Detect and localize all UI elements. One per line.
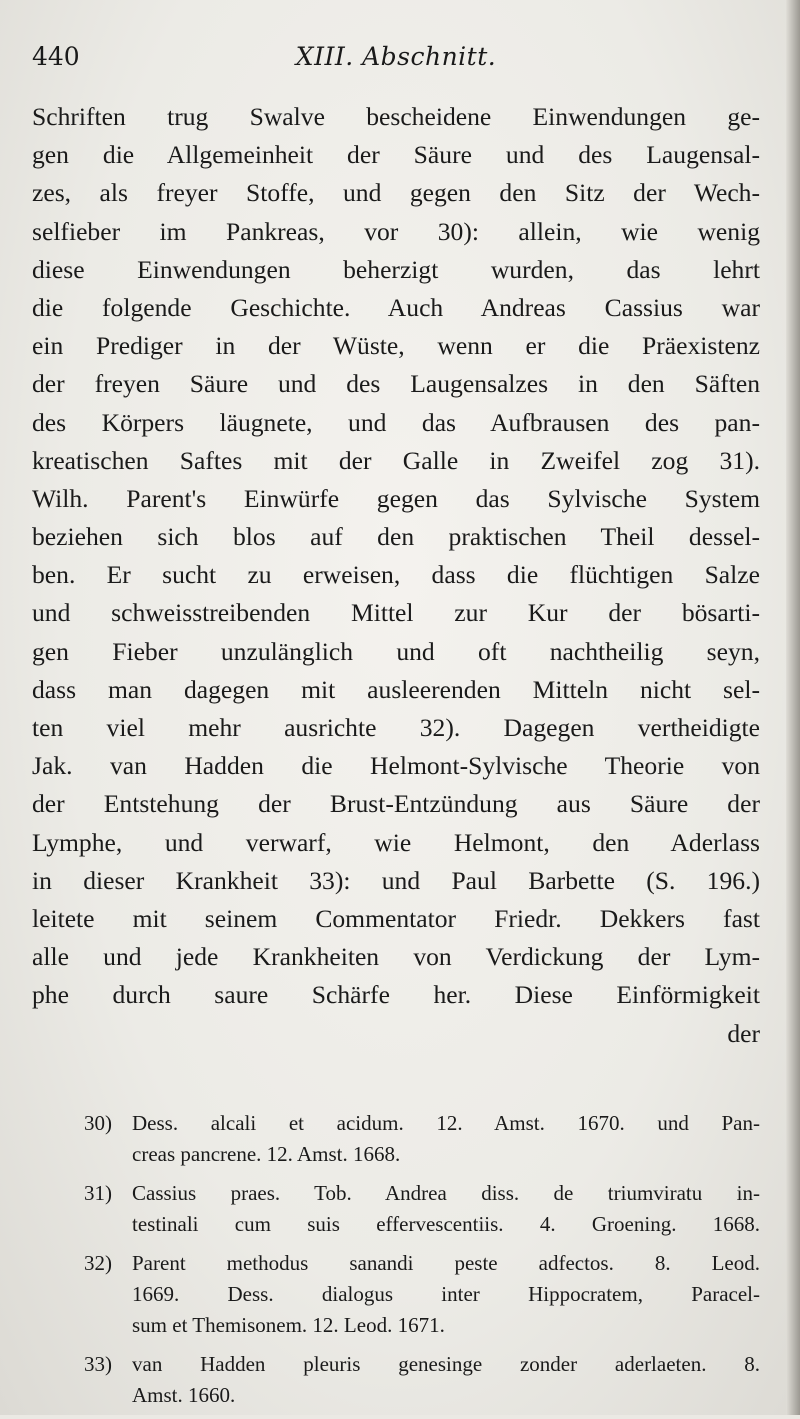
footnote-line: Dess. alcali et acidum. 12. Amst. 1670. und Pan- bbox=[132, 1111, 760, 1135]
text-line: ein Prediger in der Wüste, wenn er die Präexistenz bbox=[32, 331, 760, 361]
footnote-line: Parent methodus sanandi peste adfectos. 8. Leod. bbox=[132, 1251, 760, 1275]
text-line: und schweisstreibenden Mittel zur Kur der bösarti- bbox=[32, 598, 760, 628]
footnote-30 bbox=[32, 1108, 760, 1170]
footnote-32 bbox=[32, 1248, 760, 1341]
text-line: in dieser Krankheit 33): und Paul Barbette (S. 196.) bbox=[32, 865, 760, 895]
running-head: XIII. Abschnitt. bbox=[295, 42, 497, 71]
footnote-33 bbox=[32, 1349, 760, 1411]
text-line: dass man dagegen mit ausleerenden Mitteln nicht sel- bbox=[32, 674, 760, 704]
text-line: Wilh. Parent's Einwürfe gegen das Sylvische System bbox=[32, 483, 760, 513]
text-line: des Körpers läugnete, und das Aufbrausen des pan- bbox=[32, 407, 760, 437]
footnote-line: 1669. Dess. dialogus inter Hippocratem, Paracel- bbox=[132, 1282, 760, 1306]
footnote-line: testinali cum suis effervescentiis. 4. Groening. 1668. bbox=[132, 1212, 760, 1236]
footnote-number: 31) bbox=[84, 1181, 112, 1205]
page-header bbox=[32, 42, 760, 82]
text-line: Schriften trug Swalve bescheidene Einwendungen ge- bbox=[32, 102, 760, 131]
text-line: der freyen Säure und des Laugensalzes in den Säften bbox=[32, 369, 760, 399]
footnote-31 bbox=[32, 1178, 760, 1240]
text-line: zes, als freyer Stoffe, und gegen den Sitz der Wech- bbox=[32, 178, 760, 208]
footnote-line: sum et Themisonem. 12. Leod. 1671. bbox=[132, 1313, 445, 1337]
footnote-number: 33) bbox=[84, 1352, 112, 1376]
footnote-line: van Hadden pleuris genesinge zonder aderlaeten. 8. bbox=[132, 1352, 760, 1376]
page-number: 440 bbox=[32, 42, 80, 71]
text-line: Jak. van Hadden die Helmont-Sylvische Theorie von bbox=[32, 751, 760, 781]
footnotes bbox=[32, 1108, 760, 1419]
footnote-line: Amst. 1660. bbox=[132, 1383, 236, 1407]
footnote-line: Cassius praes. Tob. Andrea diss. de triumviratu in- bbox=[132, 1181, 760, 1205]
text-line: Lymphe, und verwarf, wie Helmont, den Aderlass bbox=[32, 827, 760, 857]
text-line: beziehen sich blos auf den praktischen Theil dessel- bbox=[32, 522, 760, 552]
text-line: der Entstehung der Brust-Entzündung aus Säure der bbox=[32, 789, 760, 819]
footnote-number: 32) bbox=[84, 1251, 112, 1275]
text-line: kreatischen Saftes mit der Galle in Zweifel zog 31). bbox=[32, 445, 760, 475]
text-line: leitete mit seinem Commentator Friedr. Dekkers fast bbox=[32, 903, 760, 933]
text-line: ben. Er sucht zu erweisen, dass die flüchtigen Salze bbox=[32, 560, 760, 590]
page-edge-shadow bbox=[786, 0, 800, 1415]
text-line: ten viel mehr ausrichte 32). Dagegen vertheidigte bbox=[32, 713, 760, 742]
footnote-line: creas pancrene. 12. Amst. 1668. bbox=[132, 1142, 401, 1166]
main-text bbox=[32, 98, 760, 1053]
footnote-number: 30) bbox=[84, 1111, 112, 1135]
catchword: der bbox=[727, 1018, 760, 1048]
text-line: selfieber im Pankreas, vor 30): allein, wie wenig bbox=[32, 216, 760, 246]
text-line: diese Einwendungen beherzigt wurden, das lehrt bbox=[32, 254, 760, 284]
text-line: alle und jede Krankheiten von Verdickung der Lym- bbox=[32, 942, 760, 972]
text-line: phe durch saure Schärfe her. Diese Einförmigkeit bbox=[32, 980, 760, 1010]
text-line: gen die Allgemeinheit der Säure und des Laugensal- bbox=[32, 140, 760, 170]
text-line: die folgende Geschichte. Auch Andreas Cassius war bbox=[32, 292, 760, 322]
text-line: gen Fieber unzulänglich und oft nachtheilig seyn, bbox=[32, 636, 760, 666]
